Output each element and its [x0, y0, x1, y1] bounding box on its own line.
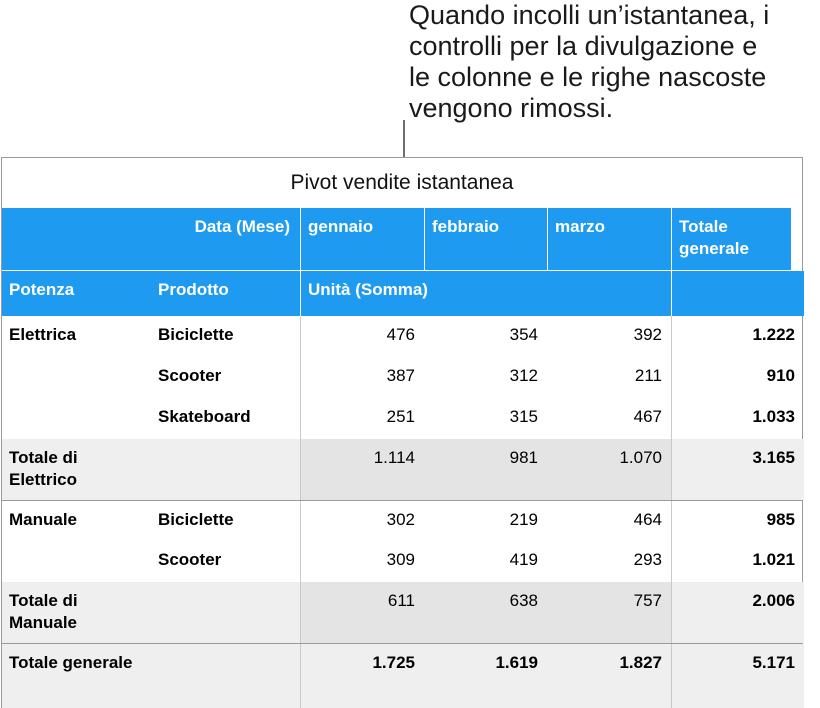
table-title: Pivot vendite istantanea [290, 171, 514, 194]
grand-total-value[interactable]: 1.619 [424, 644, 547, 708]
product-label[interactable]: Biciclette [158, 325, 234, 344]
total-cell[interactable]: 985 [671, 501, 804, 541]
header-row-fields [2, 270, 802, 316]
subtotal-label[interactable]: Totale di Elettrico [2, 439, 151, 500]
value-cell[interactable]: 293 [633, 550, 662, 569]
subtotal-label[interactable]: Totale di Manuale [2, 582, 151, 643]
product-label[interactable]: Scooter [158, 366, 222, 385]
subtotal-total[interactable]: 2.006 [671, 582, 804, 643]
value-cell[interactable]: 476 [300, 316, 424, 357]
grand-total-value[interactable]: 1.725 [300, 644, 424, 708]
header-cell-month[interactable]: febbraio [424, 208, 547, 270]
subtotal-value[interactable]: 1.070 [547, 439, 671, 500]
subtotal-total[interactable]: 3.165 [671, 439, 804, 500]
group-label[interactable] [2, 541, 151, 582]
total-cell[interactable]: 1.222 [671, 316, 804, 357]
product-label[interactable]: Scooter [158, 550, 222, 569]
total-cell[interactable]: 1.033 [671, 398, 804, 439]
value-cell[interactable]: 302 [300, 501, 424, 541]
header-cell-unita-somma[interactable]: Unità (Somma) [300, 271, 671, 316]
table-row [2, 316, 802, 357]
grand-total-label[interactable]: Totale generale [2, 644, 151, 708]
group-label[interactable] [2, 357, 151, 398]
group-label[interactable]: Manuale [9, 510, 78, 529]
subtotal-row [2, 439, 802, 500]
subtotal-value[interactable]: 757 [547, 582, 671, 643]
callout-line: vengono rimossi. [409, 93, 614, 123]
product-label[interactable] [151, 439, 300, 500]
subtotal-row [2, 582, 802, 643]
value-cell[interactable]: 354 [509, 325, 538, 344]
table-row [2, 500, 802, 541]
total-cell[interactable]: 910 [671, 357, 804, 398]
product-label[interactable] [151, 644, 300, 708]
value-cell[interactable]: 467 [633, 407, 662, 426]
grand-total-total[interactable]: 5.171 [671, 644, 804, 708]
header-cell-month[interactable]: gennaio [300, 208, 424, 270]
header-cell-empty[interactable] [2, 208, 151, 270]
subtotal-value[interactable]: 981 [424, 439, 547, 500]
value-cell[interactable]: 211 [634, 366, 662, 385]
value-cell[interactable]: 315 [509, 407, 538, 426]
product-label[interactable]: Biciclette [158, 510, 234, 529]
value-cell[interactable]: 387 [300, 357, 424, 398]
value-cell[interactable]: 251 [300, 398, 424, 439]
product-label[interactable]: Skateboard [158, 407, 251, 426]
grand-total-value[interactable]: 1.827 [547, 644, 671, 708]
subtotal-value[interactable]: 1.114 [300, 439, 424, 500]
product-label[interactable] [151, 582, 300, 643]
callout-text [409, 0, 809, 124]
group-label[interactable]: Elettrica [9, 325, 77, 344]
header-cell-prodotto[interactable]: Prodotto [151, 271, 300, 316]
pivot-table[interactable] [1, 157, 803, 708]
header-cell-grand-total[interactable]: Totale generale [671, 208, 791, 270]
callout-leader-line [403, 120, 405, 158]
callout-line: Quando incolli un’istantanea, i [409, 0, 770, 30]
value-cell[interactable]: 419 [509, 550, 538, 569]
value-cell[interactable]: 219 [509, 510, 538, 529]
group-label[interactable] [2, 398, 151, 439]
value-cell[interactable]: 464 [633, 510, 662, 529]
header-cell-data-mese[interactable]: Data (Mese) [151, 208, 300, 270]
grand-total-row [2, 643, 802, 708]
header-cell-blank[interactable] [671, 271, 804, 316]
subtotal-value[interactable]: 638 [424, 582, 547, 643]
callout-line: le colonne e le righe nascoste [409, 62, 767, 92]
value-cell[interactable]: 392 [633, 325, 662, 344]
table-row [2, 541, 802, 582]
table-row [2, 398, 802, 439]
value-cell[interactable]: 309 [300, 541, 424, 582]
total-cell[interactable]: 1.021 [671, 541, 804, 582]
subtotal-value[interactable]: 611 [300, 582, 424, 643]
header-cell-potenza[interactable]: Potenza [2, 271, 151, 316]
callout-line: controlli per la divulgazione e [409, 31, 758, 61]
header-cell-month[interactable]: marzo [547, 208, 671, 270]
header-row-columns [2, 208, 802, 270]
value-cell[interactable]: 312 [509, 366, 538, 385]
table-row [2, 357, 802, 398]
